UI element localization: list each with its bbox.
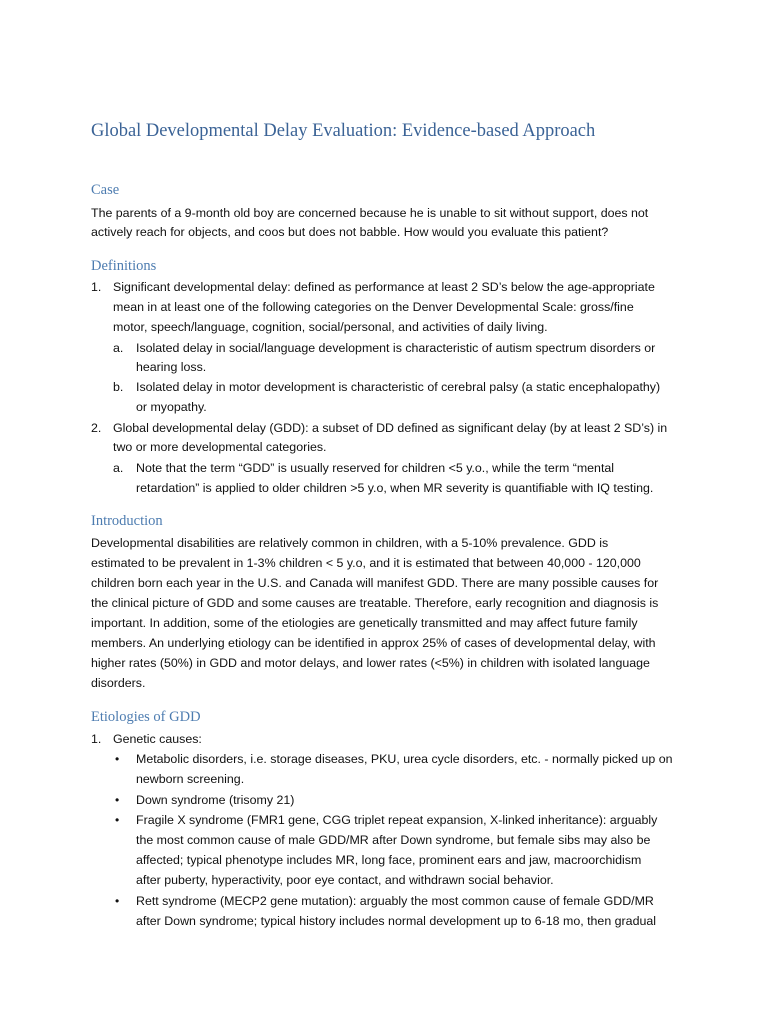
case-line-2: actively reach for objects, and coos but does not babble. How would you evaluate this patient? bbox=[91, 225, 609, 239]
etiology-bullet-4-line-2: after Down syndrome; typical history includes normal development up to 6-18 mo, then gradual bbox=[136, 914, 656, 928]
etiologies-heading: Etiologies of GDD bbox=[91, 709, 201, 725]
etiology-bullet-1-line-1: Metabolic disorders, i.e. storage diseases, PKU, urea cycle disorders, etc. - normally picked up on bbox=[136, 752, 673, 766]
introduction-line-4: the clinical picture of GDD and some causes are treatable. Therefore, early recognition and diagnosis is bbox=[91, 596, 659, 610]
bullet-marker: • bbox=[115, 793, 120, 807]
etiology-bullet-3-line-4: after puberty, hyperactivity, poor eye contact, and withdrawn social behavior. bbox=[136, 873, 554, 887]
definition-1a-marker: a. bbox=[113, 341, 124, 355]
definition-2a-marker: a. bbox=[113, 461, 124, 475]
definition-1-line-3: motor, speech/language, cognition, social/personal, and activities of daily living. bbox=[113, 320, 548, 334]
etiology-bullet-3-line-1: Fragile X syndrome (FMR1 gene, CGG triplet repeat expansion, X-linked inheritance): arguably bbox=[136, 813, 658, 827]
bullet-marker: • bbox=[115, 894, 120, 908]
definition-2-line-2: two or more developmental categories. bbox=[113, 440, 327, 454]
definition-1b-line-1: Isolated delay in motor development is characteristic of cerebral palsy (a static encephalopathy) bbox=[136, 380, 661, 394]
definition-1a-line-2: hearing loss. bbox=[136, 360, 207, 374]
definition-1a-line-1: Isolated delay in social/language development is characteristic of autism spectrum disorders or bbox=[136, 341, 656, 355]
etiology-bullet-3-line-3: affected; typical phenotype includes MR, long face, prominent ears and jaw, macroorchidism bbox=[136, 853, 642, 867]
definition-1-marker: 1. bbox=[91, 280, 102, 294]
definition-2-marker: 2. bbox=[91, 421, 102, 435]
definition-2a-line-2: retardation” is applied to older children >5 y.o, when MR severity is quantifiable with IQ testing. bbox=[136, 481, 654, 495]
definition-1b-line-2: or myopathy. bbox=[136, 400, 207, 414]
definition-1-line-1: Significant developmental delay: defined as performance at least 2 SD’s below the age-appropriate bbox=[113, 280, 655, 294]
definition-2a-line-1: Note that the term “GDD” is usually reserved for children <5 y.o., while the term “mental bbox=[136, 461, 615, 475]
etiology-1-marker: 1. bbox=[91, 732, 102, 746]
definition-2-line-1: Global developmental delay (GDD): a subset of DD defined as significant delay (by at least 2 SD’s) in bbox=[113, 421, 668, 435]
introduction-line-2: estimated to be prevalent in 1-3% children < 5 y.o, and it is estimated that between 40,000 - 120,000 bbox=[91, 556, 641, 570]
document-title: Global Developmental Delay Evaluation: Evidence-based Approach bbox=[91, 121, 596, 141]
case-heading: Case bbox=[91, 182, 120, 198]
introduction-line-8: disorders. bbox=[91, 676, 146, 690]
introduction-line-3: children born each year in the U.S. and Canada will manifest GDD. There are many possible causes for bbox=[91, 576, 659, 590]
etiology-bullet-2-line-1: Down syndrome (trisomy 21) bbox=[136, 793, 295, 807]
definitions-heading: Definitions bbox=[91, 258, 157, 274]
definition-1b-marker: b. bbox=[113, 380, 124, 394]
etiology-bullet-4-line-1: Rett syndrome (MECP2 gene mutation): arguably the most common cause of female GDD/MR bbox=[136, 894, 654, 908]
introduction-line-5: important. In addition, some of the etiologies are genetically transmitted and may affect future family bbox=[91, 616, 638, 630]
introduction-line-6: members. An underlying etiology can be identified in approx 25% of cases of developmental delay, with bbox=[91, 636, 656, 650]
etiology-bullet-1-line-2: newborn screening. bbox=[136, 772, 245, 786]
definition-1-line-2: mean in at least one of the following categories on the Denver Developmental Scale: gross/fine bbox=[113, 300, 634, 314]
etiology-bullet-3-line-2: the most common cause of male GDD/MR after Down syndrome, but female sibs may also be bbox=[136, 833, 651, 847]
etiology-1-label: Genetic causes: bbox=[113, 732, 202, 746]
bullet-marker: • bbox=[115, 752, 120, 766]
bullet-marker: • bbox=[115, 813, 120, 827]
case-line-1: The parents of a 9-month old boy are concerned because he is unable to sit without support, does not bbox=[91, 206, 649, 220]
introduction-heading: Introduction bbox=[91, 513, 163, 529]
introduction-line-7: higher rates (50%) in GDD and motor delays, and lower rates (<5%) in children with isolated language bbox=[91, 656, 650, 670]
introduction-line-1: Developmental disabilities are relatively common in children, with a 5-10% prevalence. GDD is bbox=[91, 536, 609, 550]
